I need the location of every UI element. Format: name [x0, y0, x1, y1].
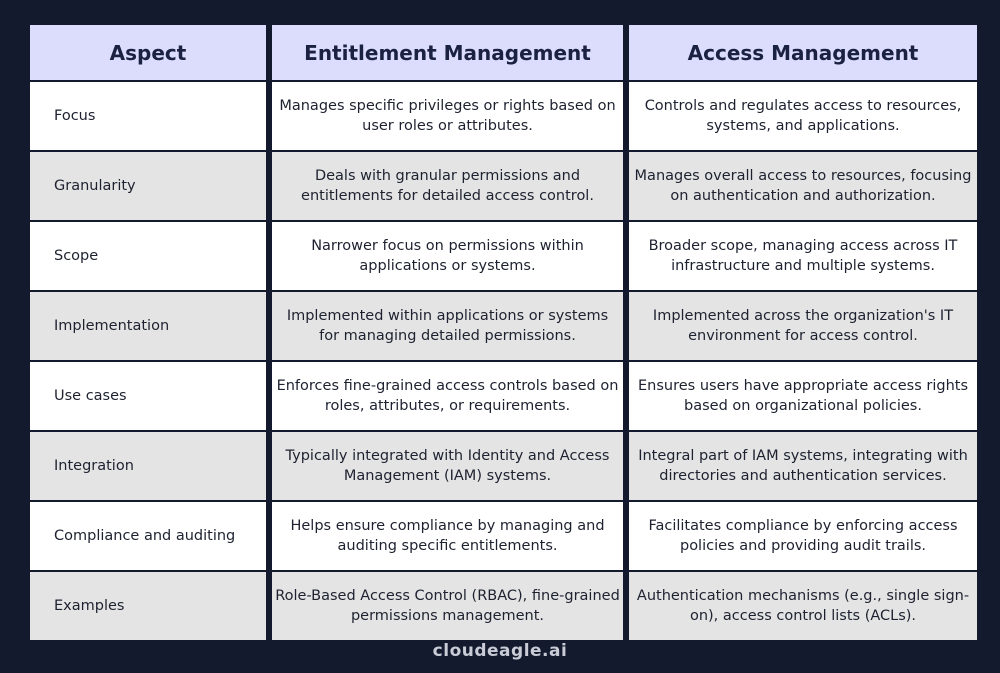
access-cell: Ensures users have appropriate access rights based on organizational policies.: [629, 362, 977, 430]
access-cell: Manages overall access to resources, focusing on authentication and authorization.: [629, 152, 977, 220]
aspect-cell: Granularity: [30, 152, 266, 220]
entitlement-cell: Helps ensure compliance by managing and auditing specific entitlements.: [272, 502, 623, 570]
comparison-table: [30, 25, 977, 640]
header-entitlement-management: Entitlement Management: [272, 25, 623, 80]
entitlement-cell: Enforces fine-grained access controls based on roles, attributes, or requirements.: [272, 362, 623, 430]
aspect-cell: Use cases: [30, 362, 266, 430]
access-cell: Facilitates compliance by enforcing access policies and providing audit trails.: [629, 502, 977, 570]
access-cell: Authentication mechanisms (e.g., single sign-on), access control lists (ACLs).: [629, 572, 977, 640]
entitlement-cell: Role-Based Access Control (RBAC), fine-grained permissions management.: [272, 572, 623, 640]
aspect-cell: Integration: [30, 432, 266, 500]
entitlement-cell: Deals with granular permissions and entitlements for detailed access control.: [272, 152, 623, 220]
aspect-cell: Scope: [30, 222, 266, 290]
aspect-cell: Compliance and auditing: [30, 502, 266, 570]
entitlement-cell: Implemented within applications or systems for managing detailed permissions.: [272, 292, 623, 360]
access-cell: Controls and regulates access to resources, systems, and applications.: [629, 82, 977, 150]
brand-logo-text: cloudeagle.ai: [432, 641, 568, 661]
access-cell: Broader scope, managing access across IT infrastructure and multiple systems.: [629, 222, 977, 290]
entitlement-cell: Manages specific privileges or rights based on user roles or attributes.: [272, 82, 623, 150]
entitlement-cell: Narrower focus on permissions within applications or systems.: [272, 222, 623, 290]
aspect-cell: Implementation: [30, 292, 266, 360]
aspect-cell: Focus: [30, 82, 266, 150]
access-cell: Integral part of IAM systems, integrating with directories and authentication services.: [629, 432, 977, 500]
access-cell: Implemented across the organization's IT environment for access control.: [629, 292, 977, 360]
entitlement-cell: Typically integrated with Identity and Access Management (IAM) systems.: [272, 432, 623, 500]
header-aspect: Aspect: [30, 25, 266, 80]
header-access-management: Access Management: [629, 25, 977, 80]
aspect-cell: Examples: [30, 572, 266, 640]
